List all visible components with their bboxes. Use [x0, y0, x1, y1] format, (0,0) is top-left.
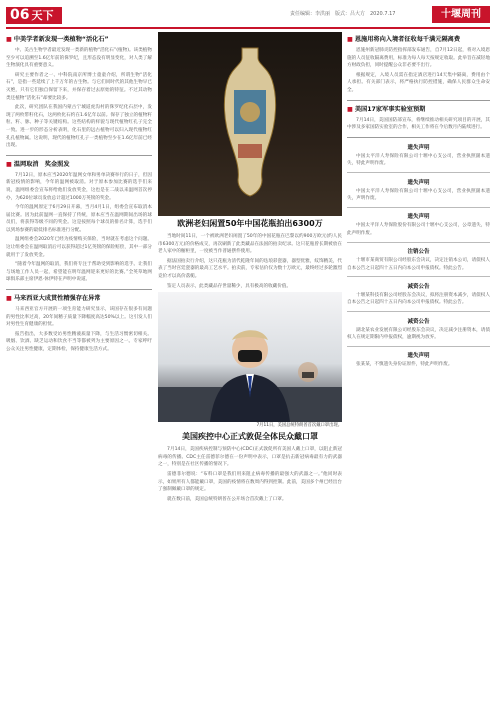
article-paragraph: 今年的温网原定于6月29日开幕，当月4月1日，组委会宣布取消本届比赛。因为此前温网一直保持了传统，原本应当在温网期间出场的球员们，将获得等级不同的奖金。这是按照每个球员的排名计算，选手们以到场参赛的最低排名标准进行分配。 [6, 205, 152, 233]
notice-text: 十堰市某商贸有限公司经股东会决议，决定注销本公司，请债权人自本公告之日起四十五日内向本公司申报债权。特此公告。 [347, 258, 490, 271]
notice-text: 中国太平洋人寿保险有限公司十堰中心支公司，营业执照副本遗失，特此声明作废。 [347, 153, 490, 167]
story-paragraph: 据法国拍卖行介绍，这只花瓶为清代乾隆年间的珐琅彩瓷器，器型优雅，纹饰精美，代表了当时宫廷瓷器的最高工艺水平。拍卖前，专家估价仅为数十万欧元，最终经过多轮激烈竞价才以高价落槌。 [158, 258, 342, 279]
article-headline: ■ 恩施用将向入境者征收每千满元隔离费 [347, 36, 461, 43]
notice-title: 减资公告 [407, 283, 430, 290]
notice-title: 遗失声明 [407, 353, 430, 360]
header-rule [6, 27, 490, 29]
story-paragraph: 就在数日前，美国总统特朗普在公开场合首次戴上了口罩。 [167, 496, 287, 502]
right-column [347, 32, 490, 698]
story-headline: 美国疾控中心正式敦促全体民众戴口罩 [182, 432, 318, 442]
article-paragraph: 中、美古生物学者最近发现一类新的植物“活化石”(植物)。该类植物至少可以追溯至1.6亿年前的侏罗纪，且形态没有明显变化，对人类了解生物演化具有重要意义。 [6, 48, 152, 69]
article-headline: ■ 温网取消 奖金照发 [6, 160, 70, 168]
article-paragraph: 此次，研究团队在我国内蒙古宁城道虎沟村的侏罗纪化石层中，发现了两枚带籽化石，这两枚化石约在1.6亿年以前。保存了独立的植物籽粒、籽、脉、种子等关键结构。这些结构的样貌与现代植物红孔子完全一致。进一步的形态分析表明，化石里的远古植物可以归入现代植物红孔孔植物属。这说明，现代的植物红孔子一类植物至少在1.6亿年前已经出现。 [6, 105, 152, 149]
vase-illustration [220, 44, 280, 204]
story-paragraph: 7月14日，美国疾病控制与预防中心(CDC)正式敦促所有美国人戴上口罩，以阻止新冠病毒的传播。CDC主任雷德菲尔德在一份声明中表示，口罩是抗击新冠病毒最有力的武器之一，特别是在社区传播的情况下。 [158, 447, 342, 468]
notice-text: 湖北某农业发展有限公司经股东会决议，决定减少注册资本，请债权人在规定期限内申报债权，逾期视为放弃。 [347, 327, 490, 341]
person-illustration [158, 292, 342, 422]
vase-photo [158, 32, 342, 216]
notice-text: 张某某，不慎遗失身份证原件，特此声明作废。 [356, 362, 453, 368]
header-meta: 责任编辑：李洪丽 版式：吕大方 2020.7.17 [290, 11, 396, 17]
article-paragraph: 恩施州新冠肺炎防控指挥部发布通告，自7月12日起，将对入境恩施的人员征收隔离费用，标准为每人每天按规定收取。此举旨在减轻地方财政负担，同时提醒公众非必要不出行。 [347, 48, 490, 69]
photo-caption: 7月11日，美国总统特朗普首次戴口罩出现。 [256, 423, 342, 429]
square-bullet-icon: ■ [347, 105, 353, 113]
story-paragraph: 当地时间11日，一个被欧洲老妇闲置了50年的中国花瓶在巴黎以约900万欧元(约人民币6300万元)的价格成交，再次刷新了此类藏品在法国的拍卖纪录。这只花瓶曾长期被放在老人家中的橱柜里，一度被当作普通摆件使用。 [158, 234, 342, 255]
article-paragraph: 研究主要作者之一、中科院南京所博士童童介绍，所谓生物“活化石”，是指一些延续了上千万年的古生物。与它们同时代的其他生物早已灭绝，只有它们独自保留下来，并保存着过去原始的特征。不过其动物类还植物“活化石”却要比较多。 [6, 72, 152, 101]
story-paragraph: 雷德菲尔德说：“布料口罩是我们用来阻止病毒传播的最强大的武器之一。”他同时表示，如果所有人都能戴口罩，美国的疫情将在数周内得到控制。此前，美国多个州已经出台了强制佩戴口罩的规定。 [158, 471, 342, 493]
notice-title: 遗失声明 [407, 214, 430, 221]
trump-mask-photo [158, 292, 342, 422]
page-section-badge [6, 7, 62, 24]
square-bullet-icon: ■ [6, 295, 12, 303]
article-paragraph: “随着今年温网的取消，我们将专注于帮助受到影响的选手。让我们与场地工作人员一起，希望能在明年温网迎来更好的比赛。”全英草地网球俱乐部主席伊恩·休伊特在声明中说道。 [6, 262, 152, 283]
notice-text: 中国太平洋人寿保险有限公司十堰中心支公司，营业执照副本遗失，声明作废。 [347, 188, 490, 202]
notice-title: 注销公告 [407, 249, 430, 256]
square-bullet-icon: ■ [6, 160, 12, 168]
square-bullet-icon: ■ [6, 36, 12, 43]
left-column [6, 32, 152, 698]
article-paragraph: 温网组委会2020年已经为疫情购买保险，当时就在考虑这个问题。这让组委会在温网取消后可以获得超过1亿英镑的保险赔偿，其中一部分就用于了发放奖金。 [6, 237, 152, 258]
article-headline: ■ 美国17家军事实验室预期 [347, 105, 426, 113]
middle-column [158, 32, 342, 698]
masthead-logo: 十堰周刊 [432, 6, 490, 23]
story-paragraph: 鉴定人员表示，此类藏品存世量稀少，具有极高的收藏价值。 [167, 283, 292, 289]
notice-text: 中国太平洋人寿保险股份有限公司十堰中心支公司，公章遗失，特此声明作废。 [347, 223, 490, 236]
notice-title: 遗失声明 [407, 144, 430, 151]
article-headline: ■ 中美学者新发现一类植物“活化石” [6, 36, 109, 43]
article-headline: ■ 马来西亚大成贯性精强存在异常 [6, 295, 101, 303]
notice-divider [347, 346, 490, 347]
notice-text: 十堰某科技有限公司经股东会决议，拟将注册资本减少，请债权人自本公告之日起四十五日内向本公司申报债权。特此公告。 [347, 292, 490, 306]
notice-divider [347, 242, 490, 243]
notice-divider [347, 207, 490, 208]
article-paragraph: 7月12日，原本应当2020年温网女单和男单决赛举行的日子，但因新冠疫情的影响，今年的温网被取消。对于原本参加比赛的选手们来说，温网组委会宣布将给他们发放奖金，这也是在二战以来温网首次停办，为620位球员发放总计超过1000万英镑的奖金。 [6, 172, 152, 201]
page-number: 06 [10, 7, 30, 23]
article-paragraph: 根据规定，入境人员需在指定酒店进行14天集中隔离，费用由个人承担。有关部门表示，将严格执行防控措施，确保人民群众生命安全。 [347, 72, 490, 93]
square-bullet-icon: ■ [347, 36, 353, 43]
story-headline: 欧洲老妇闲置50年中国花瓶拍出6300万 [177, 219, 323, 228]
divider [6, 155, 152, 156]
notice-divider [347, 276, 490, 277]
article-paragraph: 马来西亚官方开展的一项生育能力研究显示，该国存在很多有问题的男性比率过高，20年间精子质量下降幅度高达50%以上。这引发人们对男性生育健康的担忧。 [6, 307, 152, 328]
notice-divider [347, 311, 490, 312]
divider [347, 137, 490, 138]
divider [347, 100, 490, 101]
article-paragraph: 报告指出，大多数受访男性精液质量下降，与生活习惯密切相关。吸烟、饮酒、缺乏运动和饮食不当等都被列为主要原因之一。专家呼吁公众关注男性健康，定期体检，保持健康生活方式。 [6, 331, 152, 352]
divider [6, 289, 152, 290]
notice-title: 减资公告 [407, 318, 430, 325]
notice-divider [347, 172, 490, 173]
article-paragraph: 7月14日，美国国防部宣布，将继续推动相关研究项目的开展，其中涉及多家国防实验室的合作，相关工作将在今后数月内陆续进行。 [347, 117, 490, 131]
section-name: 天下 [31, 9, 54, 22]
notice-title: 遗失声明 [407, 179, 430, 186]
